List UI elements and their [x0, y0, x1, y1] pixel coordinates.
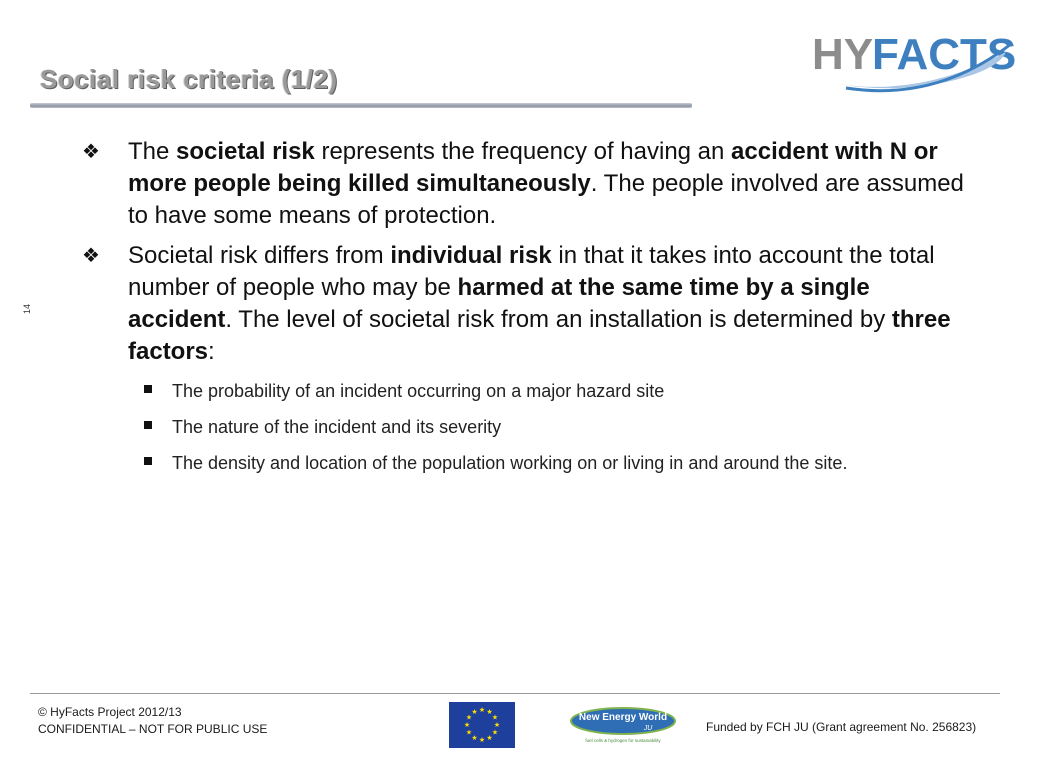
sub-bullet-text: The probability of an incident occurring on a major hazard site — [172, 381, 665, 401]
diamond-bullet-icon: ❖ — [82, 141, 100, 163]
new-energy-ju: JU — [643, 725, 653, 732]
bold-text-run: societal risk — [176, 138, 315, 165]
new-energy-tagline: fuel cells & hydrogen for sustainability — [585, 738, 661, 743]
square-bullet-icon — [134, 378, 172, 393]
svg-text:★: ★ — [478, 706, 486, 714]
svg-text:★: ★ — [493, 721, 501, 729]
text-run: . The level of societal risk from an installation is determined by — [225, 306, 892, 333]
footer-left — [38, 704, 267, 738]
hyfacts-logo — [806, 22, 1016, 102]
sub-bullet-text: The nature of the incident and its severity — [172, 417, 502, 437]
bullet-item — [78, 240, 978, 368]
text-run: The — [128, 138, 177, 165]
svg-text:★: ★ — [478, 736, 486, 744]
title-underline — [30, 103, 692, 108]
text-run: Societal risk differs from — [128, 242, 391, 269]
sub-bullet-text: The density and location of the population working on or living in and around the site. — [172, 453, 848, 473]
footer-divider — [30, 693, 1000, 694]
svg-text:★: ★ — [491, 713, 499, 722]
new-energy-title: New Energy World — [578, 712, 668, 723]
bold-text-run: three factors — [128, 306, 951, 365]
svg-text:★: ★ — [486, 734, 493, 742]
bullet-text — [128, 136, 978, 232]
svg-text:★: ★ — [465, 713, 473, 722]
eu-flag-icon — [449, 702, 515, 748]
copyright-text: © HyFacts Project 2012/13 — [38, 705, 182, 719]
bullet-item — [78, 136, 978, 232]
square-bullet-icon — [134, 450, 172, 465]
svg-text:★: ★ — [463, 721, 471, 729]
svg-text:★: ★ — [471, 708, 478, 716]
text-run: represents the frequency of having an — [314, 138, 732, 165]
logo-facts-text: FACTS — [872, 30, 1016, 79]
diamond-bullet-icon: ❖ — [82, 245, 100, 267]
svg-text:★: ★ — [491, 728, 499, 737]
slide-content — [78, 136, 978, 476]
text-run: . The people involved are assumed to have some means of protection. — [128, 170, 964, 229]
logo-hy-text: HY — [812, 30, 874, 79]
funding-text: Funded by FCH JU (Grant agreement No. 256823) — [706, 720, 977, 734]
slide-title: Social risk criteria (1/2) — [40, 64, 338, 94]
text-run: in that it takes into account the total number of people who may be — [128, 242, 935, 301]
sub-bullet-item — [134, 378, 978, 404]
confidential-text: CONFIDENTIAL – NOT FOR PUBLIC USE — [38, 722, 268, 736]
bullet-text — [128, 240, 978, 368]
bold-text-run: harmed at the same time by a single accident — [128, 274, 870, 333]
sub-bullet-item — [134, 414, 978, 440]
page-number: 14 — [22, 304, 32, 315]
svg-text:★: ★ — [465, 728, 473, 737]
text-run: : — [208, 338, 215, 365]
bold-text-run: individual risk — [390, 242, 552, 269]
square-bullet-icon — [134, 414, 172, 429]
sub-bullet-list — [78, 378, 978, 476]
sub-bullet-item — [134, 450, 978, 476]
svg-text:★: ★ — [471, 734, 478, 742]
svg-text:★: ★ — [486, 708, 493, 716]
new-energy-world-logo — [568, 706, 678, 744]
bold-text-run: accident with N or more people being killed simultaneously — [128, 138, 938, 197]
